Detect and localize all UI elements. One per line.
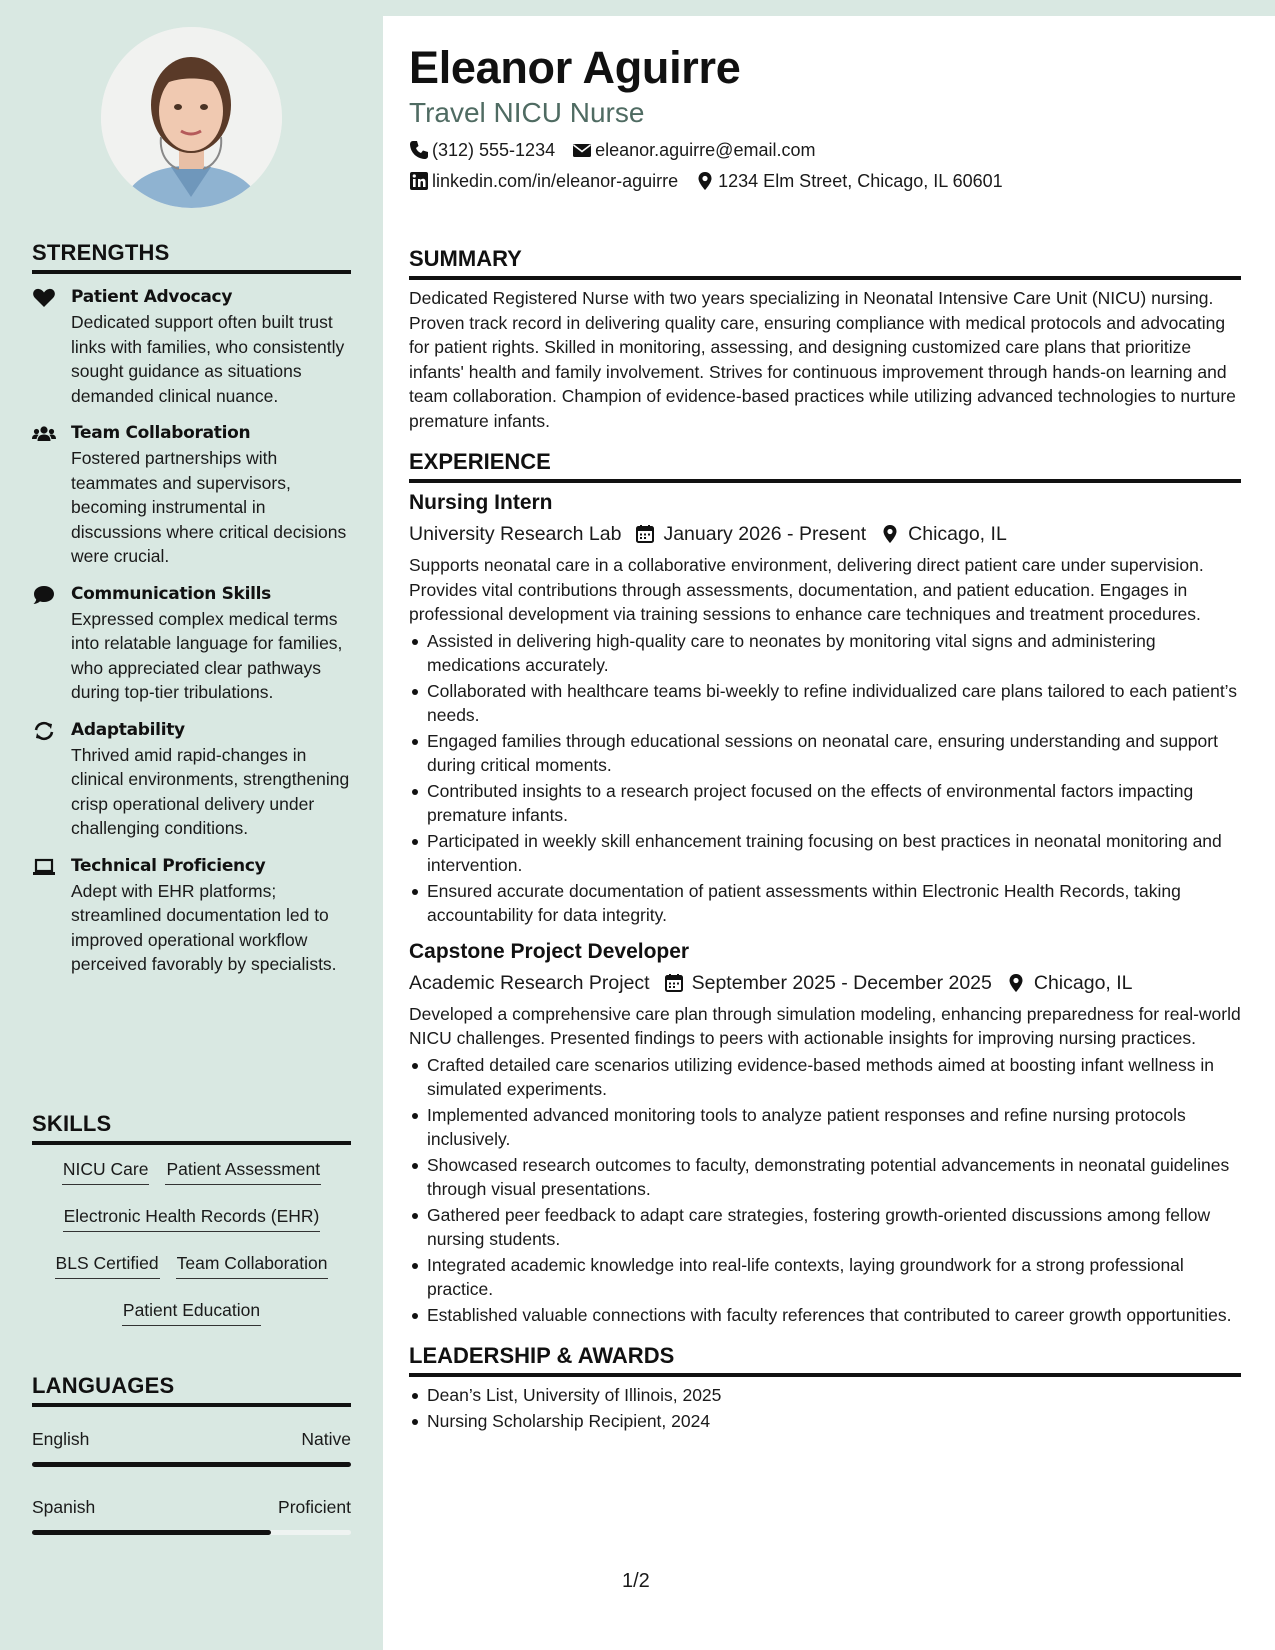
strength-title: Adaptability: [71, 719, 185, 740]
job-meta: [409, 520, 1241, 548]
calendar-icon: [664, 973, 684, 993]
bullet-item: Contributed insights to a research project focused on the effects of environmental factors impacting premature infants.: [409, 779, 1241, 828]
bullet-item: Collaborated with healthcare teams bi-weekly to refine individualized care plans tailored to each patient’s needs.: [409, 679, 1241, 728]
address-text: 1234 Elm Street, Chicago, IL 60601: [718, 171, 1003, 191]
strength-item: [32, 583, 351, 705]
strength-title: Team Collaboration: [71, 423, 251, 443]
bullet-item: Established valuable connections with faculty references that contributed to career growth opportunities.: [409, 1303, 1241, 1328]
job-organization: University Research Lab: [409, 523, 622, 545]
job-meta: [409, 969, 1241, 997]
email-contact[interactable]: [572, 138, 815, 162]
phone-icon: [409, 140, 429, 160]
main-content: [409, 40, 1241, 1433]
language-bar-fill: [32, 1530, 271, 1535]
phone-contact[interactable]: [409, 138, 555, 162]
language-bar-fill: [32, 1462, 351, 1467]
experience-title: EXPERIENCE: [409, 449, 1241, 483]
job-dates: January 2026 - Present: [663, 523, 867, 545]
language-bar: [32, 1462, 351, 1467]
email-text: eleanor.aguirre@email.com: [595, 140, 816, 160]
contact-line: [409, 138, 1241, 162]
bullet-item: Implemented advanced monitoring tools to analyze patient responses and refine nursing protocols inclusively.: [409, 1103, 1241, 1152]
portrait-image: [101, 27, 282, 208]
refresh-icon: [32, 721, 56, 741]
summary-title: SUMMARY: [409, 246, 1241, 280]
skill-tag: Patient Education: [122, 1296, 261, 1326]
contact-line: [409, 169, 1241, 193]
skill-tag: Electronic Health Records (EHR): [63, 1202, 321, 1232]
strength-title: Technical Proficiency: [71, 855, 266, 876]
skills-section: [32, 1111, 351, 1343]
users-icon: [32, 424, 56, 444]
avatar: [101, 27, 282, 208]
award-item: Dean’s List, University of Illinois, 2025: [409, 1383, 1241, 1408]
job-description: Supports neonatal care in a collaborative environment, delivering direct patient care under supervision. Provides vital contributions through assessments, documentation, and patient education. Engages in professional development via training sessions to enhance care techniques and treatment procedures.: [409, 555, 1204, 624]
job-title: Capstone Project Developer: [409, 939, 690, 963]
map-pin-icon: [695, 171, 715, 191]
job-bullets: [409, 629, 1241, 928]
page-number: 1/2: [622, 1570, 650, 1592]
language-level: Native: [301, 1429, 351, 1449]
skill-tag: Team Collaboration: [176, 1249, 329, 1279]
strengths-title: STRENGTHS: [32, 240, 351, 274]
linkedin-contact[interactable]: [409, 169, 678, 193]
strength-description: Adept with EHR platforms; streamlined documentation led to improved operational workflow perceived favorably by specialists.: [71, 880, 337, 974]
candidate-role: Travel NICU Nurse: [409, 97, 645, 128]
bullet-item: Engaged families through educational sessions on neonatal care, ensuring understanding and support during critical moments.: [409, 729, 1241, 778]
candidate-name: Eleanor Aguirre: [409, 42, 741, 93]
envelope-icon: [572, 140, 592, 160]
strength-description: Expressed complex medical terms into relatable language for families, who appreciated clear pathways during top-tier tribulations.: [71, 608, 343, 702]
languages-title: LANGUAGES: [32, 1373, 351, 1407]
strength-description: Dedicated support often built trust links with families, who consistently sought guidance as situations demanded clinical nuance.: [71, 312, 345, 406]
job-location: Chicago, IL: [908, 523, 1007, 545]
strength-item: [32, 855, 351, 977]
heart-icon: [32, 288, 56, 308]
bullet-item: Crafted detailed care scenarios utilizing evidence-based methods aimed at boosting infant wellness in simulated experiments.: [409, 1053, 1241, 1102]
language-row: [32, 1429, 351, 1450]
award-item: Nursing Scholarship Recipient, 2024: [409, 1409, 1241, 1434]
linkedin-text: linkedin.com/in/eleanor-aguirre: [432, 171, 679, 191]
skill-tag: BLS Certified: [55, 1249, 160, 1279]
bullet-item: Assisted in delivering high-quality care to neonates by monitoring vital signs and administering medications accurately.: [409, 629, 1241, 678]
strength-title: Patient Advocacy: [71, 287, 233, 307]
strength-item: [32, 422, 351, 569]
skill-tag: NICU Care: [62, 1155, 150, 1185]
map-pin-icon: [1006, 973, 1026, 993]
strength-item: [32, 719, 351, 841]
job-bullets: [409, 1053, 1241, 1328]
awards-title: LEADERSHIP & AWARDS: [409, 1343, 1241, 1377]
languages-section: [32, 1373, 351, 1535]
strength-title: Communication Skills: [71, 583, 271, 604]
job-description: Developed a comprehensive care plan through simulation modeling, enhancing preparedness for real-world NICU challenges. Presented findings to peers with actionable insights for improving nursing practices.: [409, 1003, 1241, 1048]
bullet-item: Participated in weekly skill enhancement training focusing on best practices in neonatal monitoring and intervention.: [409, 829, 1241, 878]
bullet-item: Ensured accurate documentation of patient assessments within Electronic Health Records, taking accountability for data integrity.: [409, 879, 1241, 928]
bullet-item: Showcased research outcomes to faculty, demonstrating potential advancements in neonatal guidelines through visual presentations.: [409, 1153, 1241, 1202]
language-bar: [32, 1530, 351, 1535]
strength-item: [32, 286, 351, 408]
strength-description: Fostered partnerships with teammates and supervisors, becoming instrumental in discussions where critical decisions were crucial.: [71, 448, 347, 566]
address-contact: [695, 169, 1003, 193]
job-title: Nursing Intern: [409, 491, 553, 514]
linkedin-icon: [409, 171, 429, 191]
skills-title: SKILLS: [32, 1111, 351, 1145]
strength-description: Thrived amid rapid-changes in clinical environments, strengthening crisp operational delivery under challenging conditions.: [71, 744, 350, 838]
language-name: Spanish: [32, 1497, 96, 1517]
calendar-icon: [635, 524, 655, 544]
job-entry: [409, 938, 1241, 1328]
awards-list: [409, 1383, 1241, 1433]
skills-list: [32, 1155, 351, 1343]
map-pin-icon: [880, 524, 900, 544]
job-location: Chicago, IL: [1033, 971, 1133, 994]
bullet-item: Gathered peer feedback to adapt care strategies, fostering growth-oriented discussions among fellow nursing students.: [409, 1203, 1241, 1252]
speech-bubble-icon: [32, 585, 56, 605]
job-organization: Academic Research Project: [409, 971, 650, 994]
strengths-section: [32, 240, 351, 977]
summary-text: Dedicated Registered Nurse with two years specializing in Neonatal Intensive Care Unit (NICU) nursing. Proven track record in delivering quality care, ensuring compliance with medical protocols and advocating for patient rights. Skilled in monitoring, assessing, and designing customized care plans that prioritize infants' health and family involvement. Strives for continuous improvement through hands-on learning and team collaboration. Champion of evidence-based practices while utilizing advanced technologies to nurture premature infants.: [409, 288, 1236, 431]
laptop-icon: [32, 857, 56, 877]
bullet-item: Integrated academic knowledge into real-life contexts, laying groundwork for a strong professional practice.: [409, 1253, 1241, 1302]
language-row: [32, 1497, 351, 1518]
phone-text: (312) 555-1234: [432, 140, 556, 160]
language-level: Proficient: [278, 1497, 351, 1517]
language-name: English: [32, 1429, 90, 1449]
job-entry: [409, 489, 1241, 928]
skill-tag: Patient Assessment: [165, 1155, 321, 1185]
job-dates: September 2025 - December 2025: [691, 971, 992, 994]
